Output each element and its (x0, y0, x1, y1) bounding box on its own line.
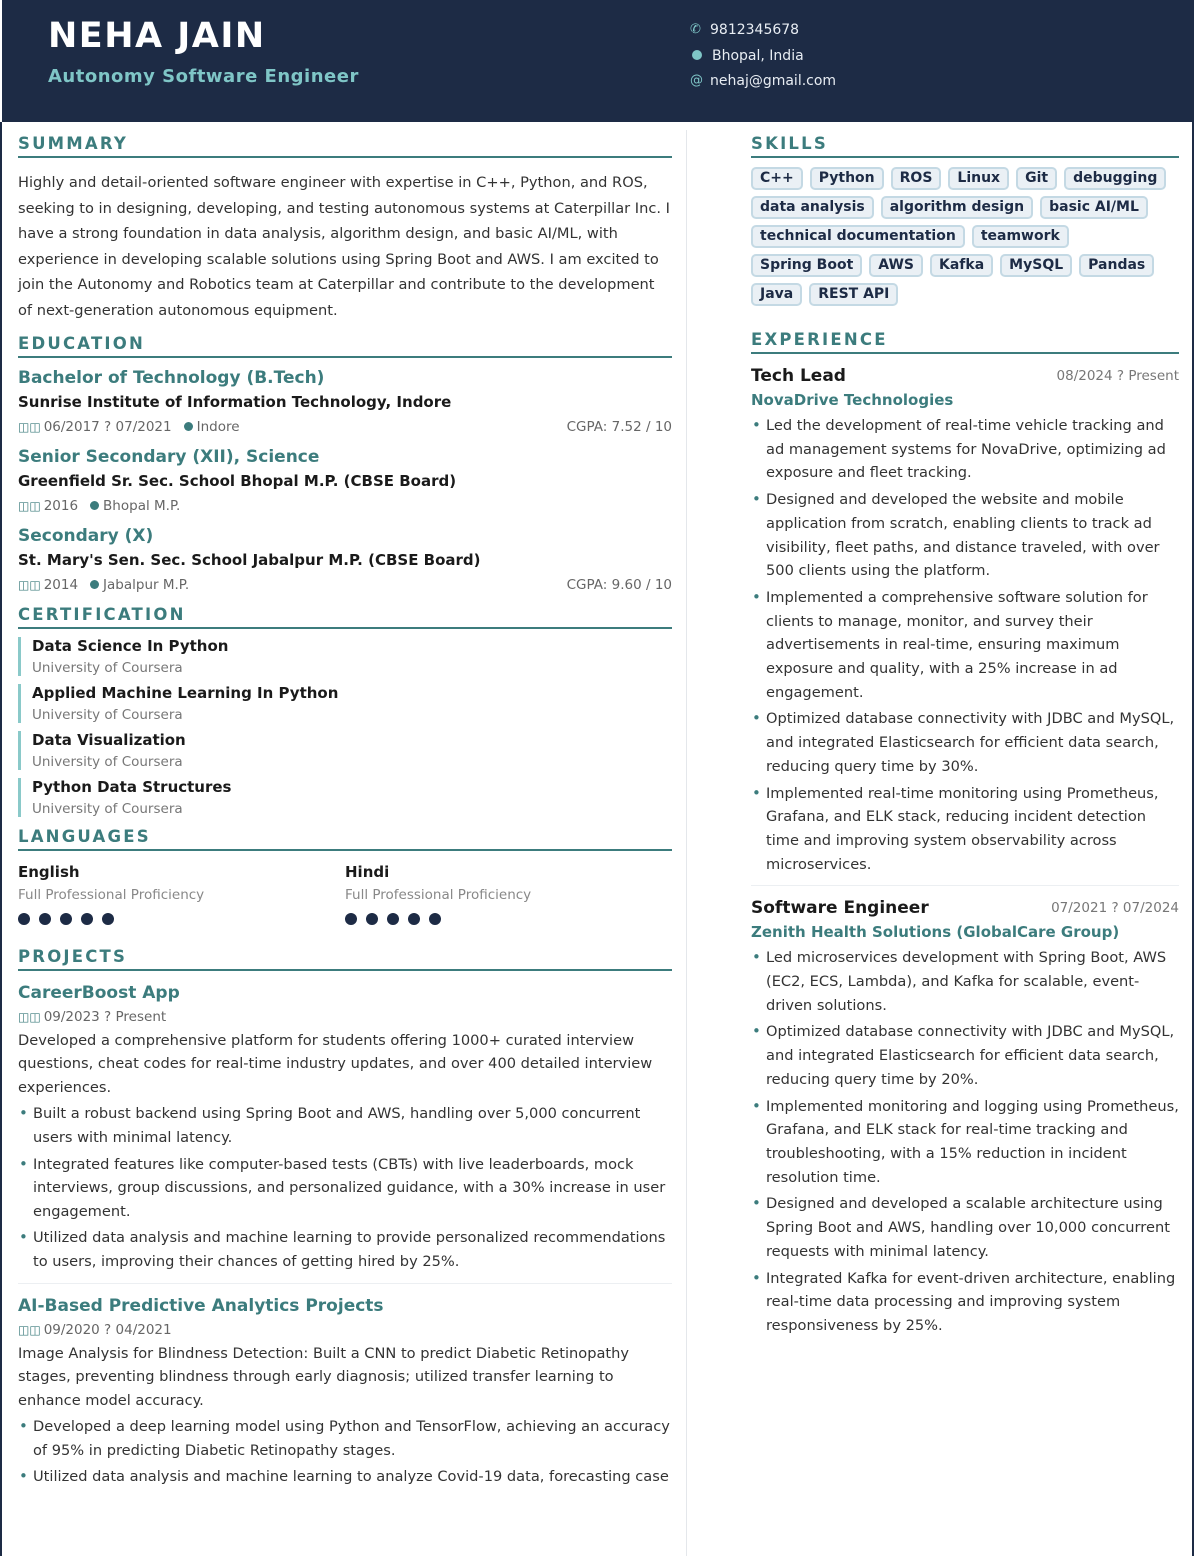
phone-icon: ✆ (690, 22, 701, 37)
contact-phone (690, 22, 799, 38)
location-pin-icon (184, 422, 193, 431)
skill-chip: debugging (1064, 167, 1166, 190)
education-degree: Bachelor of Technology (B.Tech) (18, 367, 325, 388)
location-pin-icon (90, 580, 99, 589)
skill-chip: AWS (869, 254, 923, 277)
education-place: Indore (196, 418, 240, 435)
certification-item (18, 731, 672, 770)
proficiency-dot (39, 913, 51, 925)
experience-bullet: • Integrated Kafka for event-driven architecture, enabling real-time data processing and improving system responsiveness by 25%. (751, 1267, 1179, 1338)
education-gpa: CGPA: 7.52 / 10 (566, 418, 672, 435)
experience-company: NovaDrive Technologies (751, 391, 954, 409)
project-dates (18, 1009, 672, 1025)
proficiency-dot (60, 913, 72, 925)
skill-chip: MySQL (1000, 254, 1072, 277)
candidate-name: NEHA JAIN (48, 16, 266, 56)
education-place: Bhopal M.P. (103, 497, 181, 514)
calendar-icon: ◫◫ (18, 1009, 41, 1024)
certification-item (18, 684, 672, 723)
experience-bullets (751, 946, 1179, 1337)
education-meta (18, 498, 672, 516)
project-description: Developed a comprehensive platform for students offering 1000+ curated interview questions, cheat codes for real-time industry updates, and over 400 detailed interview experiences. (18, 1031, 653, 1096)
skill-chip: technical documentation (751, 225, 965, 248)
education-dates: 2014 (43, 576, 79, 593)
skills-list (751, 167, 1179, 306)
experience-role: Tech Lead (751, 366, 846, 386)
certification-org: University of Coursera (32, 800, 183, 817)
skill-chip: algorithm design (881, 196, 1033, 219)
education-degree: Senior Secondary (XII), Science (18, 446, 320, 467)
skill-chip: Python (810, 167, 884, 190)
contact-location (690, 48, 804, 64)
education-school: St. Mary's Sen. Sec. School Jabalpur M.P. (CBSE Board) (18, 550, 481, 569)
project-separator (18, 1283, 672, 1284)
project-bullet: • Utilized data analysis and machine learning to provide personalized recommendations to users, improving their chances of getting hired by 25%. (18, 1226, 672, 1273)
project-bullet: • Utilized data analysis and machine learning to analyze Covid-19 data, forecasting case (18, 1465, 672, 1489)
project-title: CareerBoost App (18, 982, 180, 1003)
education-gpa: CGPA: 9.60 / 10 (566, 576, 672, 593)
experience-list (751, 366, 1179, 1338)
skill-chip: Pandas (1079, 254, 1154, 277)
project-item (18, 1296, 672, 1490)
language-item (18, 863, 345, 925)
project-bullets (18, 1415, 672, 1489)
experience-header (751, 898, 1179, 920)
certification-org: University of Coursera (32, 753, 183, 770)
certification-org: University of Coursera (32, 706, 183, 723)
certification-name: Python Data Structures (32, 777, 232, 796)
project-bullets (18, 1102, 672, 1273)
education-list (18, 368, 672, 595)
experience-bullet: • Designed and developed a scalable architecture using Spring Boot and AWS, handling over 10,000 concurrent requests with minimal latency. (751, 1192, 1179, 1263)
skill-chip: ROS (891, 167, 942, 190)
experience-heading: EXPERIENCE (751, 330, 1179, 354)
education-degree: Secondary (X) (18, 525, 154, 546)
experience-separator (751, 885, 1179, 886)
skill-chip: Kafka (930, 254, 993, 277)
project-bullet: • Developed a deep learning model using Python and TensorFlow, achieving an accuracy of 95% in predicting Diabetic Retinopathy stages. (18, 1415, 672, 1462)
email-text: nehaj@gmail.com (710, 73, 837, 89)
certification-name: Data Visualization (32, 730, 186, 749)
skill-chip: REST API (809, 283, 898, 306)
proficiency-dot (408, 913, 420, 925)
proficiency-dot (345, 913, 357, 925)
proficiency-dot (81, 913, 93, 925)
education-item (18, 368, 672, 437)
certification-org: University of Coursera (32, 659, 183, 676)
location-pin-icon (692, 50, 702, 60)
education-dates: 2016 (43, 497, 79, 514)
projects-list (18, 983, 672, 1490)
calendar-icon: ◫◫ (18, 1322, 41, 1337)
skill-chip: teamwork (972, 225, 1069, 248)
certification-item (18, 778, 672, 817)
experience-item (751, 898, 1179, 1337)
project-date-text: 09/2023 ? Present (43, 1008, 167, 1025)
experience-bullet: • Implemented a comprehensive software solution for clients to manage, monitor, and survey their advertisements in real-time, ensuring maximum exposure and quality, with a 25% increase in ad engagement. (751, 586, 1179, 705)
skill-chip: Git (1016, 167, 1057, 190)
right-column (751, 134, 1179, 1338)
experience-item (751, 366, 1179, 876)
project-item (18, 983, 672, 1274)
experience-dates: 08/2024 ? Present (1056, 368, 1179, 384)
proficiency-dots (345, 913, 672, 925)
proficiency-dot (366, 913, 378, 925)
proficiency-dots (18, 913, 345, 925)
language-name: Hindi (345, 862, 390, 881)
language-item (345, 863, 672, 925)
education-dates: 06/2017 ? 07/2021 (43, 418, 172, 435)
experience-role: Software Engineer (751, 898, 929, 919)
skill-chip: Java (751, 283, 802, 306)
education-heading: EDUCATION (18, 334, 672, 358)
experience-bullet: • Implemented monitoring and logging using Prometheus, Grafana, and ELK stack for real-time tracking and troubleshooting, with a 15% reduction in incident resolution time. (751, 1095, 1179, 1190)
certification-list (18, 637, 672, 817)
education-item (18, 526, 672, 595)
experience-header (751, 366, 1179, 388)
project-bullet: • Integrated features like computer-based tests (CBTs) with live leaderboards, mock interviews, group discussions, and personalized guidance, with a 30% increase in user engagement. (18, 1153, 672, 1224)
location-pin-icon (90, 501, 99, 510)
calendar-icon: ◫◫ (18, 498, 41, 513)
experience-bullet: • Led microservices development with Spring Boot, AWS (EC2, ECS, Lambda), and Kafka for scalable, event-driven solutions. (751, 946, 1179, 1017)
contact-email (690, 73, 836, 89)
experience-bullet: • Optimized database connectivity with JDBC and MySQL, and integrated Elasticsearch for efficient data search, reducing query time by 20%. (751, 1020, 1179, 1091)
proficiency-dot (387, 913, 399, 925)
experience-bullet: • Led the development of real-time vehicle tracking and ad management systems for NovaDrive, optimizing ad exposure and fleet tracking. (751, 414, 1179, 485)
experience-dates: 07/2021 ? 07/2024 (1051, 900, 1179, 917)
project-date-text: 09/2020 ? 04/2021 (43, 1321, 172, 1338)
experience-bullet: • Designed and developed the website and mobile application from scratch, enabling clients to track ad visibility, fleet paths, and distance traveled, with over 500 clients using the platform. (751, 488, 1179, 583)
left-column (18, 134, 672, 1489)
language-level: Full Professional Proficiency (345, 886, 532, 903)
education-place: Jabalpur M.P. (103, 576, 190, 593)
education-school: Greenfield Sr. Sec. School Bhopal M.P. (CBSE Board) (18, 471, 457, 490)
language-level: Full Professional Proficiency (18, 886, 205, 903)
skill-chip: basic AI/ML (1040, 196, 1148, 219)
education-meta (18, 419, 672, 437)
summary-heading: SUMMARY (18, 134, 672, 158)
project-bullet: • Built a robust backend using Spring Boot and AWS, handling over 5,000 concurrent users with minimal latency. (18, 1102, 672, 1149)
experience-bullet: • Optimized database connectivity with JDBC and MySQL, and integrated Elasticsearch for efficient data search, reducing query time by 30%. (751, 707, 1179, 778)
experience-bullet: • Implemented real-time monitoring using Prometheus, Grafana, and ELK stack, reducing incident detection time and improving system observability across microservices. (751, 782, 1179, 877)
skill-chip: Linux (948, 167, 1009, 190)
certification-heading: CERTIFICATION (18, 605, 672, 629)
skill-chip: data analysis (751, 196, 874, 219)
phone-text: 9812345678 (710, 22, 800, 38)
page-left-border (0, 122, 2, 1556)
proficiency-dot (18, 913, 30, 925)
proficiency-dot (102, 913, 114, 925)
location-text: Bhopal, India (712, 48, 804, 64)
experience-company: Zenith Health Solutions (GlobalCare Group) (751, 923, 1120, 942)
certification-item (18, 637, 672, 676)
projects-heading: PROJECTS (18, 947, 672, 971)
experience-bullets (751, 414, 1179, 876)
project-description: Image Analysis for Blindness Detection: Built a CNN to predict Diabetic Retinopathy stages, preventing blindness through early diagnosis; utilized transfer learning to enhance model accuracy. (18, 1344, 630, 1409)
skill-chip: Spring Boot (751, 254, 862, 277)
email-at-icon: @ (690, 73, 703, 88)
resume-header (2, 0, 1194, 122)
education-item (18, 447, 672, 516)
project-dates (18, 1322, 672, 1338)
language-name: English (18, 862, 80, 881)
certification-name: Applied Machine Learning In Python (32, 683, 339, 702)
education-meta (18, 577, 672, 595)
project-title: AI-Based Predictive Analytics Projects (18, 1295, 384, 1316)
candidate-role: Autonomy Software Engineer (48, 66, 359, 87)
languages-heading: LANGUAGES (18, 827, 672, 851)
certification-name: Data Science In Python (32, 636, 229, 655)
summary-text: Highly and detail-oriented software engineer with expertise in C++, Python, and ROS, seeking to in designing, developing, and testing autonomous systems at Caterpillar Inc. I have a strong foundation in data analysis, algorithm design, and basic AI/ML, with experience in developing scalable solutions using Spring Boot and AWS. I am excited to join the Autonomy and Robotics team at Caterpillar and contribute to the development of next-generation autonomous equipment. (18, 174, 670, 319)
calendar-icon: ◫◫ (18, 419, 41, 434)
languages-list (18, 863, 672, 925)
skill-chip: C++ (751, 167, 803, 190)
proficiency-dot (429, 913, 441, 925)
skills-heading: SKILLS (751, 134, 1179, 158)
calendar-icon: ◫◫ (18, 577, 41, 592)
education-school: Sunrise Institute of Information Technology, Indore (18, 392, 452, 411)
column-divider (686, 130, 687, 1556)
